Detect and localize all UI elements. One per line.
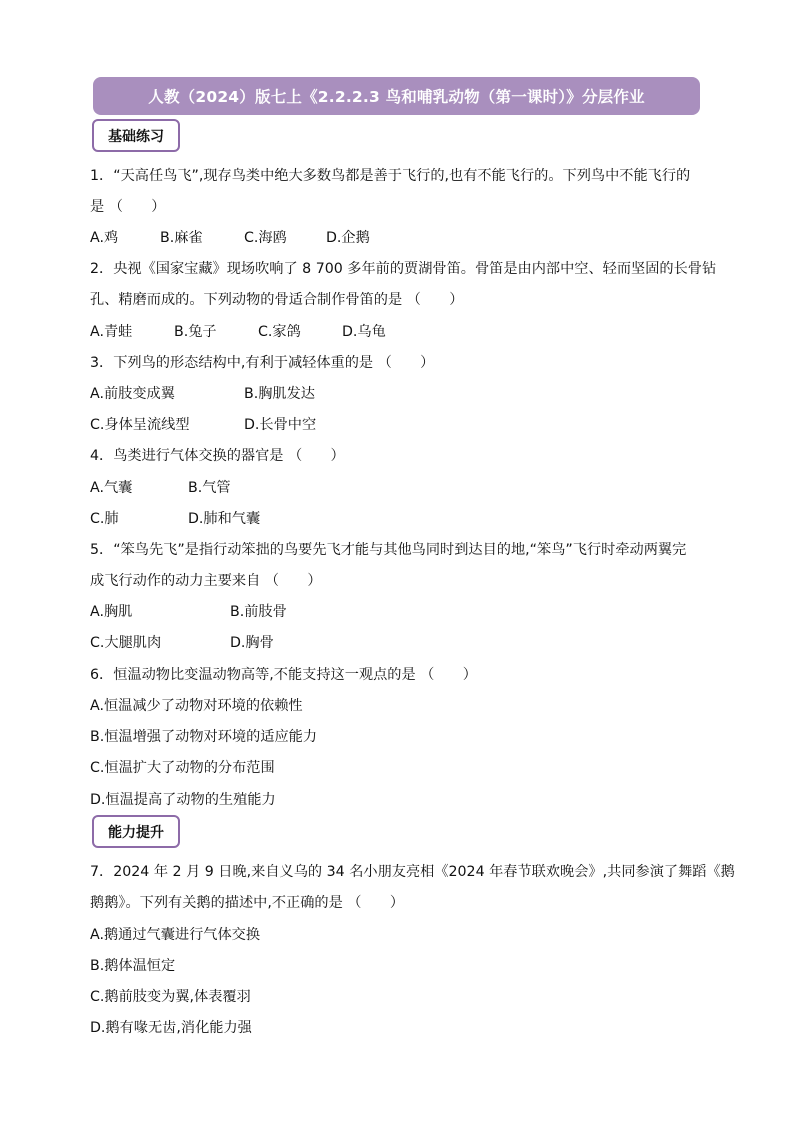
section-ability-improvement: 能力提升: [92, 815, 180, 848]
question-3-options-row2: [90, 415, 316, 435]
option: A.气囊: [90, 480, 133, 496]
option: C.海鸥: [244, 230, 287, 246]
option: B.兔子: [174, 324, 217, 340]
question-7-option-a: A.鹅通过气囊进行气体交换: [90, 927, 261, 943]
question-6-option-d: D.恒温提高了动物的生殖能力: [90, 792, 276, 808]
option: B.气管: [188, 480, 231, 496]
question-5-text: 5．“笨鸟先飞”是指行动笨拙的鸟要先飞才能与其他鸟同时到达目的地,“笨鸟”飞行时牵动两翼完: [90, 542, 687, 558]
question-2-options: [90, 322, 386, 342]
option: A.鸡: [90, 230, 119, 246]
question-6-text: 6．恒温动物比变温动物高等,不能支持这一观点的是 （ ）: [90, 667, 477, 683]
question-1-text: 1．“天高任鸟飞”,现存鸟类中绝大多数鸟都是善于飞行的,也有不能飞行的。下列鸟中不能飞行的: [90, 168, 691, 184]
section-basic-practice: 基础练习: [92, 119, 180, 152]
option: C.肺: [90, 511, 119, 527]
question-2-text: 2．央视《国家宝藏》现场吹响了 8 700 多年前的贾湖骨笛。骨笛是由内部中空、轻而坚固的长骨钻: [90, 261, 717, 277]
question-2-text-cont: 孔、精磨而成的。下列动物的骨适合制作骨笛的是 （ ）: [90, 292, 464, 308]
option: A.前肢变成翼: [90, 386, 175, 402]
option: A.青蛙: [90, 324, 133, 340]
option: B.前肢骨: [230, 604, 287, 620]
option: C.大腿肌肉: [90, 635, 162, 651]
question-1-options: [90, 228, 370, 248]
question-3-options-row1: [90, 384, 315, 404]
question-7-option-d: D.鹅有喙无齿,消化能力强: [90, 1020, 252, 1036]
question-6-option-c: C.恒温扩大了动物的分布范围: [90, 760, 275, 776]
question-1-text-cont: 是 （ ）: [90, 199, 166, 215]
question-3-text: 3．下列鸟的形态结构中,有利于减轻体重的是 （ ）: [90, 355, 435, 371]
worksheet-title: 人教（2024）版七上《2.2.2.3 鸟和哺乳动物（第一课时）》分层作业: [93, 77, 700, 115]
question-5-text-cont: 成飞行动作的动力主要来自 （ ）: [90, 573, 322, 589]
option: C.家鸽: [258, 324, 301, 340]
question-6-option-b: B.恒温增强了动物对环境的适应能力: [90, 729, 318, 745]
question-7-option-c: C.鹅前肢变为翼,体表覆羽: [90, 989, 251, 1005]
option: C.身体呈流线型: [90, 417, 190, 433]
question-7-text-cont: 鹅鹅》。下列有关鹅的描述中,不正确的是 （ ）: [90, 895, 405, 911]
question-6-option-a: A.恒温减少了动物对环境的依赖性: [90, 698, 303, 714]
question-7-text: 7．2024 年 2 月 9 日晚,来自义乌的 34 名小朋友亮相《2024 年春节联欢晚会》,共同参演了舞蹈《鹅: [90, 864, 735, 880]
question-5-options-row1: [90, 602, 287, 622]
option: D.肺和气囊: [188, 511, 261, 527]
option: D.胸骨: [230, 635, 274, 651]
question-4-options-row1: [90, 478, 231, 498]
option: A.胸肌: [90, 604, 133, 620]
option: D.乌龟: [342, 324, 386, 340]
question-5-options-row2: [90, 633, 274, 653]
question-4-options-row2: [90, 509, 260, 529]
option: D.企鹅: [326, 230, 370, 246]
question-7-option-b: B.鹅体温恒定: [90, 958, 176, 974]
question-4-text: 4．鸟类进行气体交换的器官是 （ ）: [90, 448, 345, 464]
option: D.长骨中空: [244, 417, 317, 433]
option: B.胸肌发达: [244, 386, 315, 402]
option: B.麻雀: [160, 230, 203, 246]
